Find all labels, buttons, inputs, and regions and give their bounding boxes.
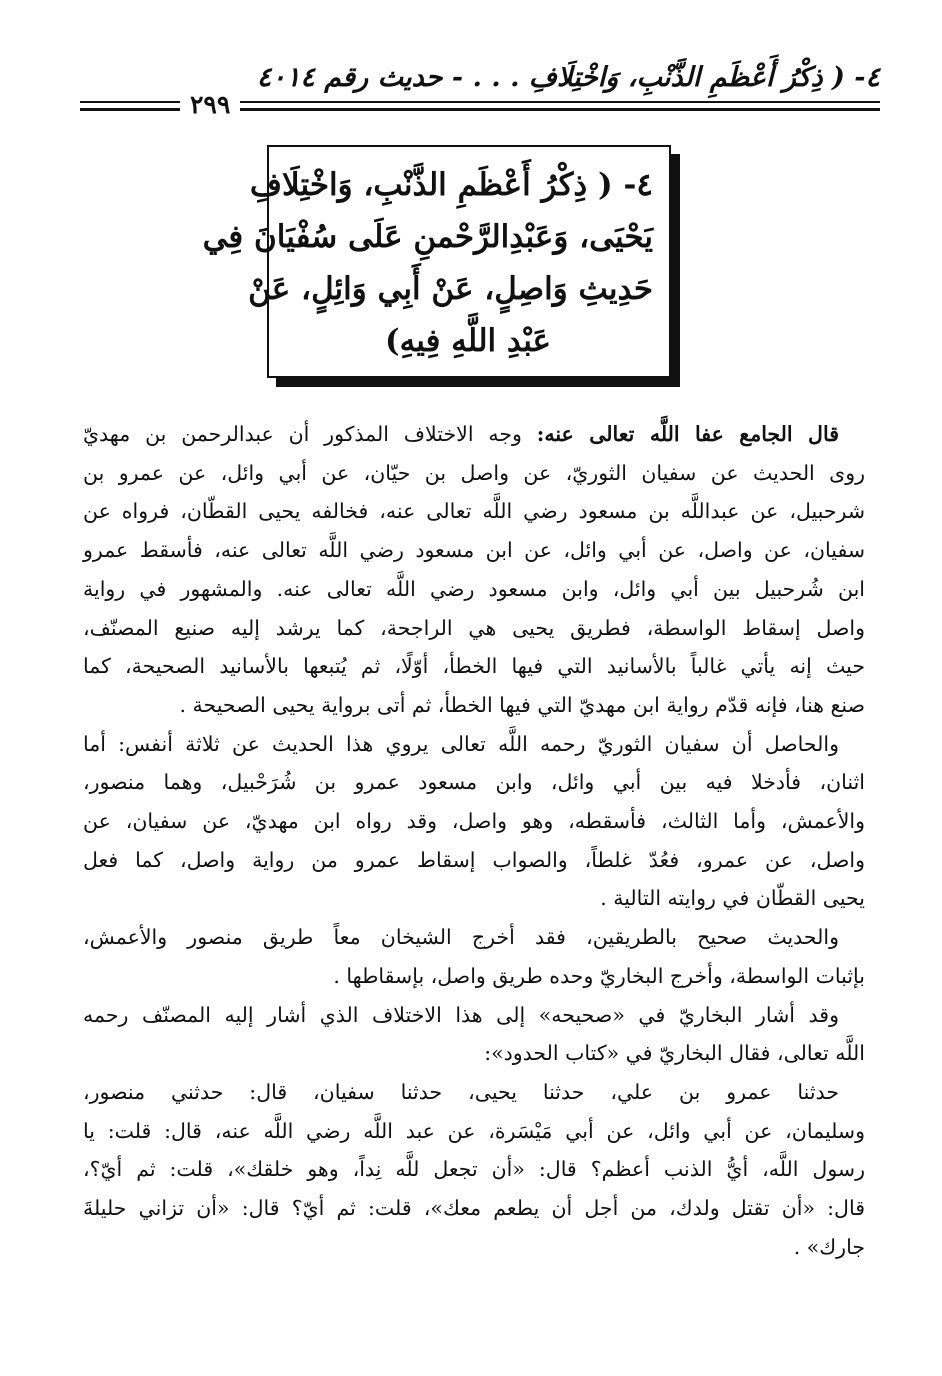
text-line: وقد أشار البخاريّ في «صحيحه» إلى هذا الاختلاف الذي أشار إليه المصنّف رحمه	[83, 1002, 839, 1027]
text-line: قال: «أن تقتل ولدك، من أجل أن يطعم معك»، قلت: ثم أيّ؟ قال: «أن تزاني حليلةَ	[83, 1196, 865, 1221]
chapter-heading-line: عَبْدِ اللَّهِ فِيهِ)	[384, 323, 552, 359]
text-line: ابن شُرحبيل بين أبي وائل، وابن مسعود رضي اللَّه تعالى عنه. والمشهور في رواية	[83, 576, 865, 601]
text-line: حدثنا عمرو بن علي، حدثنا يحيى، حدثنا سفيان، قال: حدثني منصور،	[83, 1079, 839, 1104]
text-line: جارك» .	[793, 1234, 865, 1259]
text-line: بإثبات الواسطة، وأخرج البخاريّ وحده طريق واصل، بإسقاطها .	[333, 963, 865, 988]
chapter-heading-line: يَحْيَى، وَعَبْدِالرَّحْمنِ عَلَى سُفْيَانَ فِي	[202, 219, 653, 255]
text-line: رسول اللَّه، أيُّ الذنب أعظم؟ قال: «أن تجعل للَّه نِداً، وهو خلقك»، قلت: ثم أيّ؟،	[83, 1157, 865, 1182]
text-line: روى الحديث عن سفيان الثوريّ، عن واصل بن حيّان، عن أبي وائل، عن عمرو بن	[83, 460, 865, 485]
text-line: والأعمش، وأما الثالث، فأسقطه، وهو واصل، وقد رواه ابن مهديّ، عن سفيان، عن	[83, 809, 865, 834]
text-line	[83, 415, 865, 454]
text-line: اللَّه تعالى، فقال البخاريّ في «كتاب الحدود»:	[484, 1041, 865, 1066]
chapter-heading-line: حَدِيثِ وَاصِلٍ، عَنْ أَبِي وَائِلٍ، عَنْ	[248, 271, 653, 307]
text-line: حيث إنه يأتي غالباً بالأسانيد التي فيها الخطأ، أوّلًا، ثم يُتبعها بالأسانيد الصحيحة، كما	[83, 654, 865, 679]
body-text	[83, 415, 865, 1266]
paragraph-summary	[83, 725, 865, 919]
text-line: يحيى القطّان في روايته التالية .	[600, 886, 865, 911]
text-line: اثنان، فأدخلا فيه بين أبي وائل، وابن مسعود عمرو بن شُرَحْبيل، وهما منصور،	[83, 770, 865, 795]
paragraph-hadith-text	[83, 1073, 865, 1267]
speaker-label: قال الجامع عفا اللَّه تعالى عنه:	[536, 422, 839, 446]
paragraph-commentary	[83, 415, 865, 725]
paragraph-authenticity	[83, 918, 865, 995]
chapter-heading-box	[202, 145, 671, 378]
page-number: ٢٩٩	[180, 90, 240, 119]
text-line: صنع هنا، فإنه قدّم رواية ابن مهديّ التي فيها الخطأ، ثم أتى برواية يحيى الصحيحة .	[179, 692, 865, 717]
text-line: والحاصل أن سفيان الثوريّ رحمه اللَّه تعالى يروي هذا الحديث عن ثلاثة أنفس: أما	[83, 731, 839, 756]
header-title: ٤- ( ذِكْرُ أَعْظَمِ الذَّنْبِ، وَاخْتِلَافِ . . . - حديث رقم ٤٠١٤	[256, 62, 880, 93]
text-line: والحديث صحيح بالطريقين، فقد أخرج الشيخان معاً طريق منصور والأعمش،	[83, 925, 839, 950]
text-line: واصل، عن عمرو، فعُدّ غلطاً، والصواب إسقاط عمرو من رواية واصل، كما فعل	[83, 847, 865, 872]
text-line: واصل إسقاط الواسطة، فطريق يحيى هي الراجحة، كما يرشد إليه صنيع المصنّف،	[83, 615, 865, 640]
text-line: شرحبيل، عن عبداللَّه بن مسعود رضي اللَّه تعالى عنه، فخالفه يحيى القطّان، فرواه عن	[83, 499, 865, 524]
chapter-heading-line: ٤- ( ذِكْرُ أَعْظَمِ الذَّنْبِ، وَاخْتِلَافِ	[249, 167, 653, 203]
text-line: سفيان، عن واصل، عن أبي وائل، عن ابن مسعود رضي اللَّه تعالى عنه، فأسقط عمرو	[83, 538, 865, 563]
text-line-content: وجه الاختلاف المذكور أن عبدالرحمن بن مهديّ	[83, 422, 522, 446]
text-line: وسليمان، عن أبي وائل، عن أبي مَيْسَرة، عن عبد اللَّه رضي اللَّه عنه، قال: قلت: يا	[83, 1118, 865, 1143]
paragraph-bukhari-reference	[83, 996, 865, 1073]
running-header	[80, 58, 880, 119]
